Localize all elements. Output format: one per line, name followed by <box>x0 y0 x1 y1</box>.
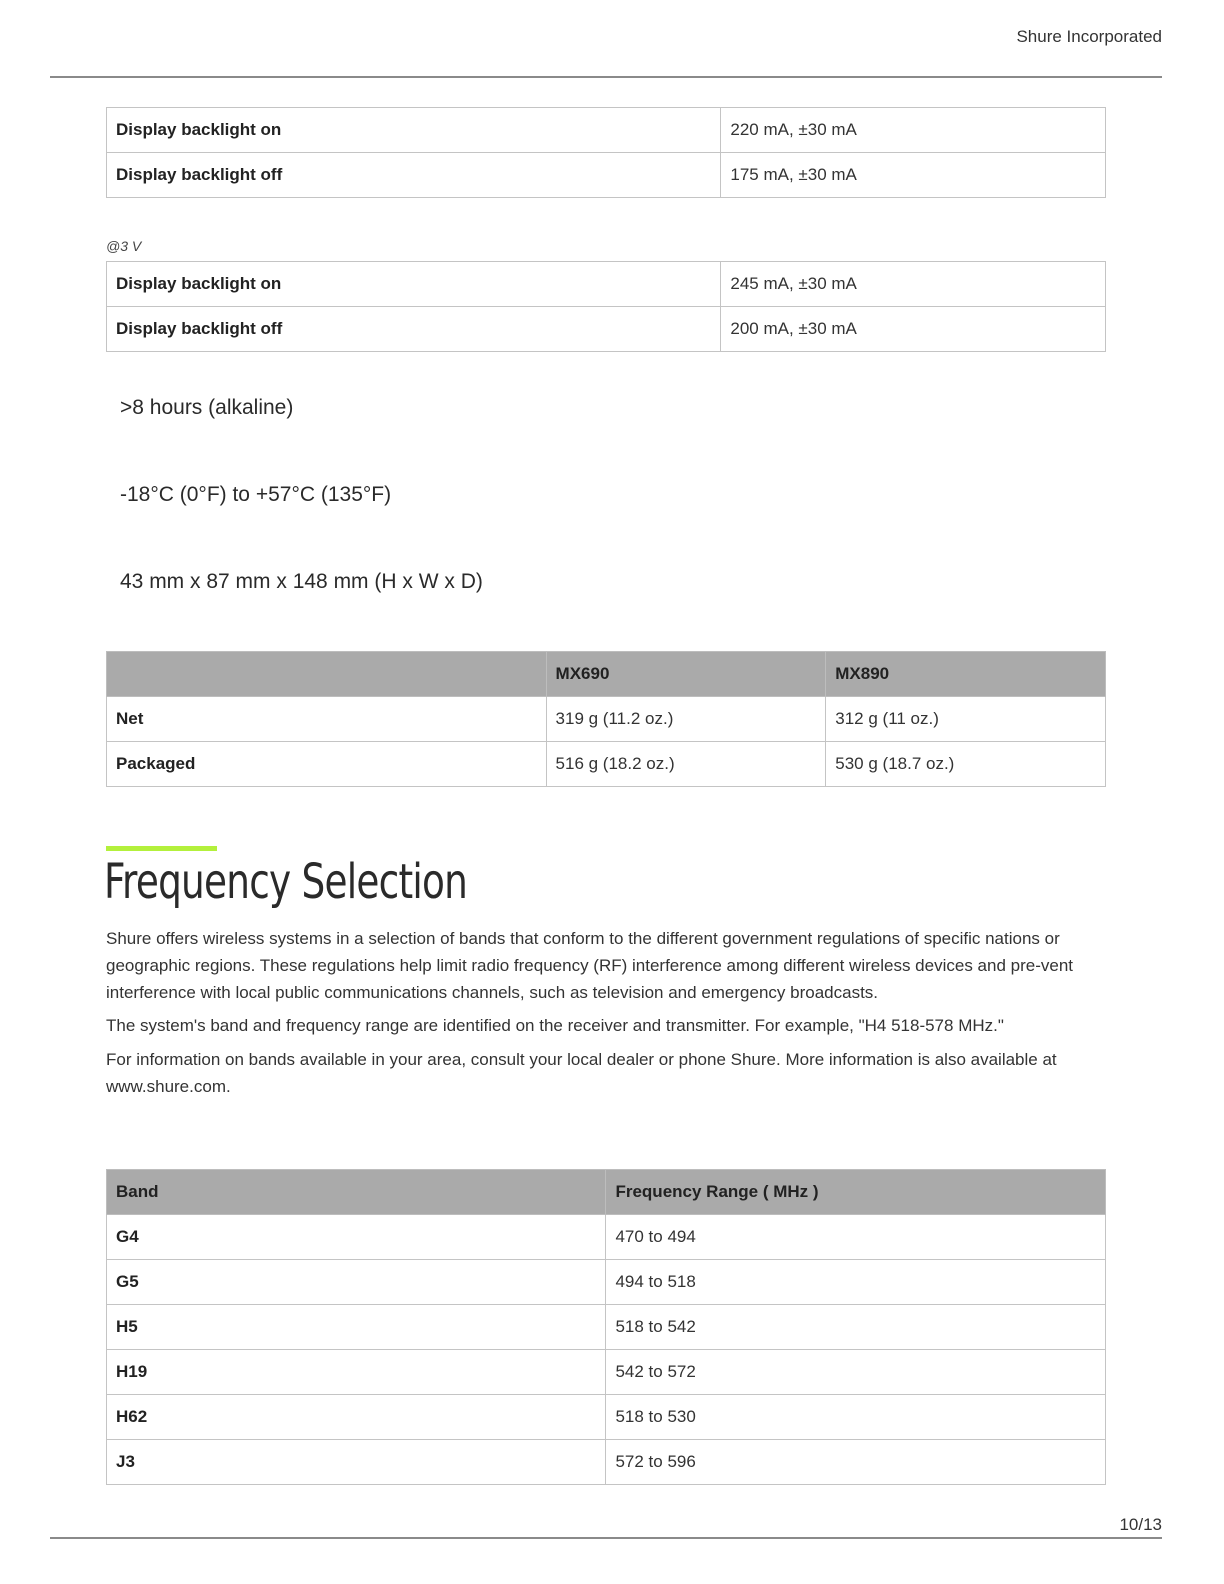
column-header: MX890 <box>826 652 1106 697</box>
mx690-value: 516 g (18.2 oz.) <box>546 742 826 787</box>
body-paragraph: For information on bands available in your area, consult your local dealer or phone Shure. More information is also available at www.shure.com. <box>106 1050 1057 1096</box>
column-header: MX690 <box>546 652 826 697</box>
row-label: Display backlight on <box>107 108 721 153</box>
table-header-row <box>107 652 1106 697</box>
row-value: 245 mA, ±30 mA <box>721 262 1106 307</box>
mx690-value: 319 g (11.2 oz.) <box>546 697 826 742</box>
row-label: Display backlight off <box>107 307 721 352</box>
page-number: 10/13 <box>1119 1515 1162 1534</box>
column-header <box>107 652 547 697</box>
frequency-range: 470 to 494 <box>606 1215 1106 1260</box>
header-company-name: Shure Incorporated <box>1016 27 1162 46</box>
temperature-range-spec: -18°C (0°F) to +57°C (135°F) <box>120 483 392 506</box>
frequency-range: 518 to 530 <box>606 1395 1106 1440</box>
voltage-note: @3 V <box>106 238 142 254</box>
frequency-range: 542 to 572 <box>606 1350 1106 1395</box>
current-draw-table-1 <box>106 107 1106 198</box>
band-name: H5 <box>107 1305 606 1350</box>
band-name: G4 <box>107 1215 606 1260</box>
band-table <box>106 1169 1106 1485</box>
dimensions-spec: 43 mm x 87 mm x 148 mm (H x W x D) <box>120 570 483 593</box>
body-paragraph: Shure offers wireless systems in a selection of bands that conform to the different government regulations of specific nations or geographic regions. These regulations help limit radio frequency (RF) interference among different wireless devices and pre-vent interference with local public communications channels, such as television and emergency broadcasts. <box>106 929 1073 1002</box>
column-header-frequency: Frequency Range ( MHz ) <box>606 1170 1106 1215</box>
table-row <box>107 108 1106 153</box>
battery-life-spec: >8 hours (alkaline) <box>120 396 294 419</box>
table-row <box>107 1305 1106 1350</box>
band-name: G5 <box>107 1260 606 1305</box>
table-row <box>107 1350 1106 1395</box>
table-row <box>107 742 1106 787</box>
row-label: Packaged <box>107 742 547 787</box>
row-value: 220 mA, ±30 mA <box>721 108 1106 153</box>
table-row <box>107 1395 1106 1440</box>
table-row <box>107 153 1106 198</box>
weight-table <box>106 651 1106 787</box>
row-label: Display backlight on <box>107 262 721 307</box>
table-row <box>107 697 1106 742</box>
current-draw-table-2 <box>106 261 1106 352</box>
frequency-range: 518 to 542 <box>606 1305 1106 1350</box>
body-paragraph: The system's band and frequency range are identified on the receiver and transmitter. For example, "H4 518-578 MHz." <box>106 1016 1004 1035</box>
table-row <box>107 1260 1106 1305</box>
row-value: 175 mA, ±30 mA <box>721 153 1106 198</box>
header-divider <box>50 76 1162 78</box>
band-name: J3 <box>107 1440 606 1485</box>
table-row <box>107 1215 1106 1260</box>
band-name: H19 <box>107 1350 606 1395</box>
mx890-value: 312 g (11 oz.) <box>826 697 1106 742</box>
row-label: Display backlight off <box>107 153 721 198</box>
section-title: Frequency Selection <box>104 854 468 910</box>
row-value: 200 mA, ±30 mA <box>721 307 1106 352</box>
column-header-band: Band <box>107 1170 606 1215</box>
table-header-row <box>107 1170 1106 1215</box>
band-name: H62 <box>107 1395 606 1440</box>
table-row <box>107 1440 1106 1485</box>
section-accent-bar <box>106 846 217 851</box>
footer-divider <box>50 1537 1162 1539</box>
table-row <box>107 262 1106 307</box>
mx890-value: 530 g (18.7 oz.) <box>826 742 1106 787</box>
table-row <box>107 307 1106 352</box>
frequency-range: 572 to 596 <box>606 1440 1106 1485</box>
row-label: Net <box>107 697 547 742</box>
frequency-range: 494 to 518 <box>606 1260 1106 1305</box>
